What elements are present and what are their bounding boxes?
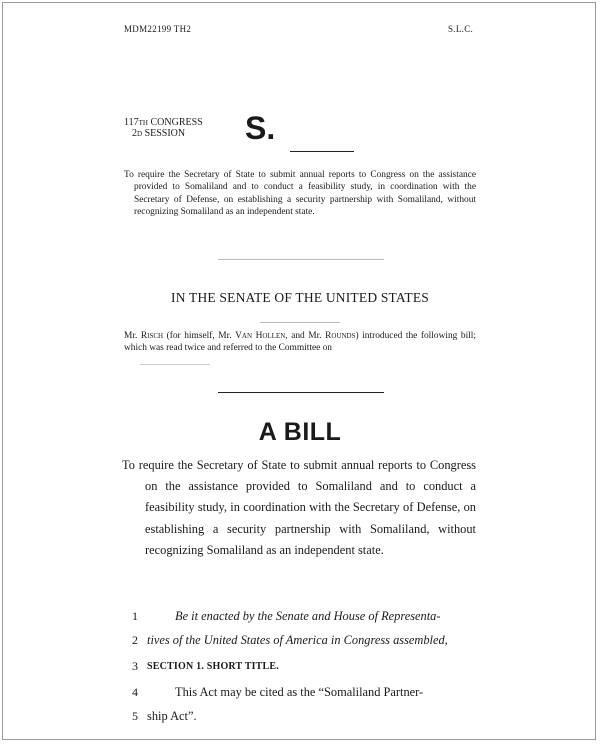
line-number: 3: [132, 659, 138, 673]
section-text: This Act may be cited as the “Somaliland Partner-: [175, 685, 424, 699]
line-number: 5: [132, 709, 138, 723]
bill-number: S.: [245, 110, 276, 146]
text-line: [0, 685, 600, 707]
text-line: [0, 709, 600, 731]
line-number: 1: [132, 609, 138, 623]
introduction-text: Mr. Risch (for himself, Mr. Van Hollen, and Mr. Rounds) introduced the following bill; which was read twice and referred to the Committee on: [124, 331, 476, 354]
short-purpose: To require the Secretary of State to submit annual reports to Congress on the assistance provided to Somaliland and to conduct a feasibility study, in coordination with the Secretary of Defense, on establishing a security partnership with Somaliland, without recognizing Somaliland as an independent state.: [124, 170, 476, 217]
section-text: ship Act”.: [147, 709, 197, 723]
enacting-clause: tives of the United States of America in Congress assembled,: [147, 633, 448, 647]
slc-label: S.L.C.: [448, 24, 474, 34]
text-line: [0, 609, 600, 631]
divider-rule: [218, 392, 384, 393]
bill-number-blank: [290, 151, 354, 152]
chamber-heading: IN THE SENATE OF THE UNITED STATES: [171, 290, 429, 305]
enacting-clause: Be it enacted by the Senate and House of Representa-: [175, 609, 441, 623]
divider-rule: [260, 322, 340, 323]
long-purpose: To require the Secretary of State to submit annual reports to Congress on the assistance provided to Somaliland and to conduct a feasibility study, in coordination with the Secretary of Defense, on establishing a security partnership with Somaliland, without recognizing Somaliland as an independent state.: [122, 458, 476, 557]
text-line: [0, 633, 600, 655]
document-id: MDM22199 TH2: [124, 24, 192, 34]
bill-title: A BILL: [258, 418, 342, 446]
congress-label: 117TH CONGRESS: [124, 117, 203, 128]
divider-rule: [218, 259, 384, 260]
committee-blank: [140, 364, 210, 365]
line-number: 4: [132, 685, 138, 699]
line-number: 2: [132, 633, 138, 647]
text-line: [0, 659, 600, 681]
session-label: 2D SESSION: [132, 128, 186, 139]
section-heading: SECTION 1. SHORT TITLE.: [147, 661, 279, 672]
